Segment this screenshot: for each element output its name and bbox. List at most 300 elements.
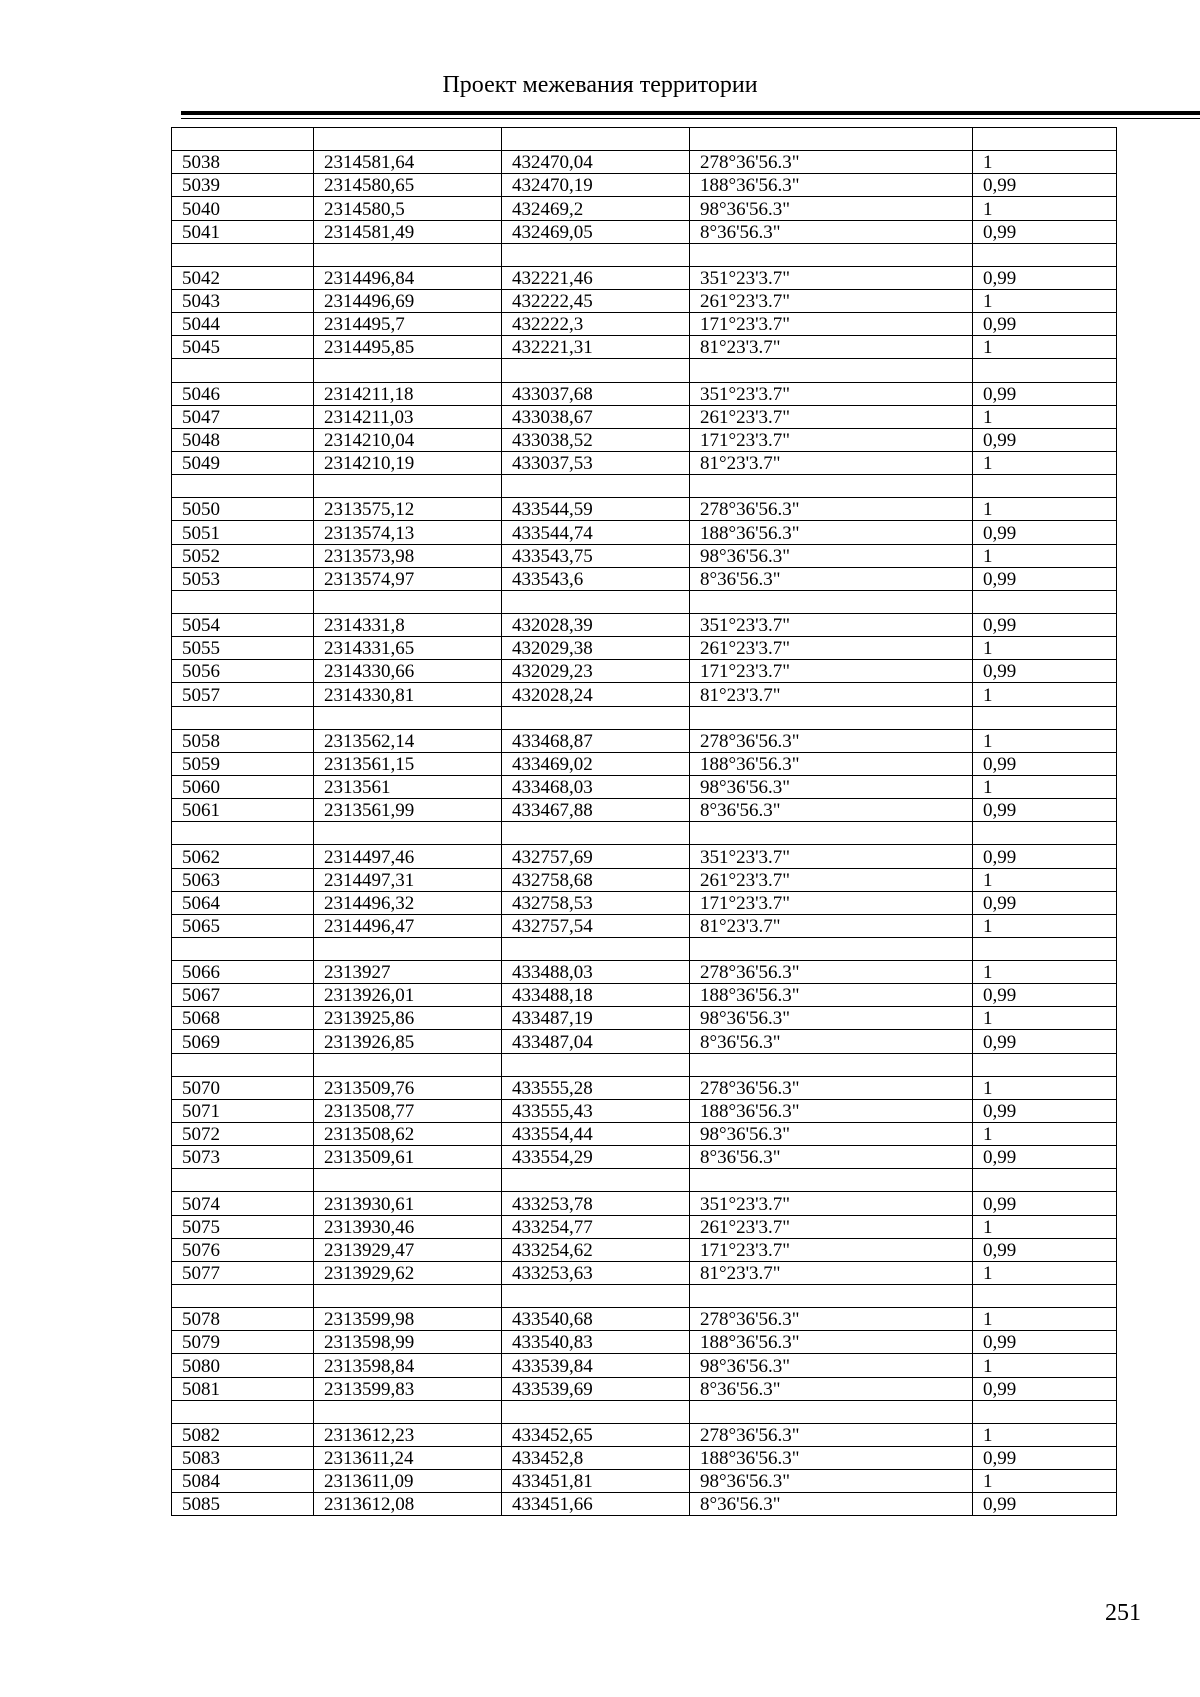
x-coordinate-cell: 2313509,76 [314, 1076, 502, 1099]
x-coordinate-cell: 2313574,13 [314, 521, 502, 544]
table-row [172, 914, 1117, 937]
distance-cell: 0,99 [973, 174, 1117, 197]
table-row [172, 382, 1117, 405]
point-number-cell: 5074 [172, 1192, 314, 1215]
y-coordinate-cell: 432028,39 [502, 613, 690, 636]
y-coordinate-cell: 433555,28 [502, 1076, 690, 1099]
separator-row [172, 359, 1117, 382]
direction-angle-cell: 188°36'56.3" [690, 1331, 973, 1354]
point-number-cell: 5065 [172, 914, 314, 937]
direction-angle-cell: 278°36'56.3" [690, 498, 973, 521]
empty-cell [172, 1400, 314, 1423]
point-number-cell: 5064 [172, 891, 314, 914]
direction-angle-cell: 81°23'3.7" [690, 451, 973, 474]
point-number-cell: 5045 [172, 336, 314, 359]
distance-cell: 1 [973, 729, 1117, 752]
y-coordinate-cell: 432757,54 [502, 914, 690, 937]
direction-angle-cell: 261°23'3.7" [690, 1215, 973, 1238]
distance-cell: 1 [973, 289, 1117, 312]
direction-angle-cell: 188°36'56.3" [690, 1447, 973, 1470]
empty-cell [690, 1400, 973, 1423]
empty-cell [690, 475, 973, 498]
direction-angle-cell: 188°36'56.3" [690, 174, 973, 197]
x-coordinate-cell: 2314581,49 [314, 220, 502, 243]
y-coordinate-cell: 432028,24 [502, 683, 690, 706]
empty-cell [314, 706, 502, 729]
separator-row [172, 706, 1117, 729]
point-number-cell: 5049 [172, 451, 314, 474]
y-coordinate-cell: 433253,78 [502, 1192, 690, 1215]
table-row [172, 775, 1117, 798]
y-coordinate-cell: 433543,75 [502, 544, 690, 567]
empty-cell [973, 1285, 1117, 1308]
y-coordinate-cell: 432029,23 [502, 660, 690, 683]
empty-cell [314, 1400, 502, 1423]
x-coordinate-cell: 2313575,12 [314, 498, 502, 521]
distance-cell: 1 [973, 1123, 1117, 1146]
table-row [172, 1007, 1117, 1030]
empty-cell [314, 590, 502, 613]
empty-cell [502, 937, 690, 960]
point-number-cell: 5040 [172, 197, 314, 220]
table-row [172, 1493, 1117, 1516]
y-coordinate-cell: 433539,84 [502, 1354, 690, 1377]
y-coordinate-cell: 433253,63 [502, 1261, 690, 1284]
x-coordinate-cell: 2313930,46 [314, 1215, 502, 1238]
table-row [172, 1192, 1117, 1215]
distance-cell: 0,99 [973, 984, 1117, 1007]
empty-cell [172, 359, 314, 382]
x-coordinate-cell: 2313612,23 [314, 1423, 502, 1446]
direction-angle-cell: 98°36'56.3" [690, 1007, 973, 1030]
coordinates-table-body [172, 128, 1117, 1516]
empty-cell [314, 1053, 502, 1076]
empty-cell [172, 590, 314, 613]
table-row [172, 313, 1117, 336]
distance-cell: 1 [973, 1354, 1117, 1377]
empty-cell [172, 475, 314, 498]
table-row [172, 1030, 1117, 1053]
empty-cell [690, 590, 973, 613]
x-coordinate-cell: 2314581,64 [314, 151, 502, 174]
x-coordinate-cell: 2313929,62 [314, 1261, 502, 1284]
x-coordinate-cell: 2314330,81 [314, 683, 502, 706]
y-coordinate-cell: 433543,6 [502, 567, 690, 590]
distance-cell: 0,99 [973, 313, 1117, 336]
point-number-cell: 5062 [172, 845, 314, 868]
direction-angle-cell: 351°23'3.7" [690, 845, 973, 868]
y-coordinate-cell: 433540,68 [502, 1308, 690, 1331]
direction-angle-cell: 171°23'3.7" [690, 1238, 973, 1261]
distance-cell: 1 [973, 197, 1117, 220]
distance-cell: 1 [973, 637, 1117, 660]
table-row [172, 151, 1117, 174]
empty-cell [502, 590, 690, 613]
distance-cell: 0,99 [973, 660, 1117, 683]
empty-cell [690, 359, 973, 382]
direction-angle-cell: 188°36'56.3" [690, 984, 973, 1007]
distance-cell: 0,99 [973, 1447, 1117, 1470]
point-number-cell: 5056 [172, 660, 314, 683]
empty-cell [502, 1053, 690, 1076]
distance-cell: 0,99 [973, 266, 1117, 289]
point-number-cell: 5080 [172, 1354, 314, 1377]
direction-angle-cell: 81°23'3.7" [690, 914, 973, 937]
point-number-cell: 5046 [172, 382, 314, 405]
point-number-cell: 5061 [172, 799, 314, 822]
y-coordinate-cell: 432757,69 [502, 845, 690, 868]
empty-cell [690, 937, 973, 960]
x-coordinate-cell: 2314210,04 [314, 428, 502, 451]
distance-cell: 0,99 [973, 752, 1117, 775]
point-number-cell: 5084 [172, 1470, 314, 1493]
coordinates-table [171, 127, 1117, 1516]
direction-angle-cell: 98°36'56.3" [690, 1354, 973, 1377]
separator-row [172, 1053, 1117, 1076]
separator-row [172, 590, 1117, 613]
empty-cell [314, 937, 502, 960]
empty-cell [502, 1169, 690, 1192]
distance-cell: 0,99 [973, 1030, 1117, 1053]
y-coordinate-cell: 432029,38 [502, 637, 690, 660]
direction-angle-cell: 261°23'3.7" [690, 868, 973, 891]
direction-angle-cell: 278°36'56.3" [690, 961, 973, 984]
direction-angle-cell: 8°36'56.3" [690, 799, 973, 822]
x-coordinate-cell: 2313509,61 [314, 1146, 502, 1169]
y-coordinate-cell: 433554,29 [502, 1146, 690, 1169]
point-number-cell: 5054 [172, 613, 314, 636]
table-row [172, 1076, 1117, 1099]
point-number-cell: 5047 [172, 405, 314, 428]
direction-angle-cell: 81°23'3.7" [690, 336, 973, 359]
table-row [172, 1308, 1117, 1331]
distance-cell: 1 [973, 151, 1117, 174]
direction-angle-cell: 8°36'56.3" [690, 1030, 973, 1053]
y-coordinate-cell: 433452,8 [502, 1447, 690, 1470]
direction-angle-cell: 98°36'56.3" [690, 197, 973, 220]
empty-cell [502, 128, 690, 151]
y-coordinate-cell: 432222,3 [502, 313, 690, 336]
table-row [172, 637, 1117, 660]
y-coordinate-cell: 433451,66 [502, 1493, 690, 1516]
distance-cell: 0,99 [973, 567, 1117, 590]
x-coordinate-cell: 2314331,8 [314, 613, 502, 636]
table-row [172, 567, 1117, 590]
table-row [172, 845, 1117, 868]
point-number-cell: 5057 [172, 683, 314, 706]
direction-angle-cell: 8°36'56.3" [690, 1377, 973, 1400]
table-row [172, 891, 1117, 914]
direction-angle-cell: 278°36'56.3" [690, 151, 973, 174]
table-row [172, 1447, 1117, 1470]
table-row [172, 1423, 1117, 1446]
distance-cell: 1 [973, 775, 1117, 798]
point-number-cell: 5077 [172, 1261, 314, 1284]
table-row [172, 1146, 1117, 1169]
distance-cell: 0,99 [973, 1493, 1117, 1516]
distance-cell: 1 [973, 544, 1117, 567]
point-number-cell: 5053 [172, 567, 314, 590]
separator-row [172, 243, 1117, 266]
separator-row [172, 1400, 1117, 1423]
point-number-cell: 5044 [172, 313, 314, 336]
y-coordinate-cell: 433037,53 [502, 451, 690, 474]
x-coordinate-cell: 2314496,69 [314, 289, 502, 312]
table-row [172, 1377, 1117, 1400]
page-header-title: Проект межевания территории [442, 72, 758, 98]
x-coordinate-cell: 2313573,98 [314, 544, 502, 567]
table-row [172, 336, 1117, 359]
y-coordinate-cell: 433451,81 [502, 1470, 690, 1493]
separator-row [172, 128, 1117, 151]
distance-cell: 1 [973, 1076, 1117, 1099]
point-number-cell: 5043 [172, 289, 314, 312]
distance-cell: 0,99 [973, 1099, 1117, 1122]
x-coordinate-cell: 2313562,14 [314, 729, 502, 752]
x-coordinate-cell: 2314495,85 [314, 336, 502, 359]
empty-cell [973, 822, 1117, 845]
point-number-cell: 5082 [172, 1423, 314, 1446]
point-number-cell: 5060 [172, 775, 314, 798]
point-number-cell: 5078 [172, 1308, 314, 1331]
direction-angle-cell: 171°23'3.7" [690, 891, 973, 914]
direction-angle-cell: 171°23'3.7" [690, 660, 973, 683]
empty-cell [973, 359, 1117, 382]
header-rule-thin [181, 118, 1200, 119]
y-coordinate-cell: 432470,04 [502, 151, 690, 174]
table-row [172, 660, 1117, 683]
y-coordinate-cell: 433540,83 [502, 1331, 690, 1354]
table-row [172, 266, 1117, 289]
y-coordinate-cell: 433467,88 [502, 799, 690, 822]
y-coordinate-cell: 433254,77 [502, 1215, 690, 1238]
distance-cell: 0,99 [973, 613, 1117, 636]
x-coordinate-cell: 2313599,83 [314, 1377, 502, 1400]
empty-cell [690, 706, 973, 729]
point-number-cell: 5075 [172, 1215, 314, 1238]
y-coordinate-cell: 433488,18 [502, 984, 690, 1007]
distance-cell: 1 [973, 1470, 1117, 1493]
empty-cell [172, 822, 314, 845]
empty-cell [502, 1400, 690, 1423]
empty-cell [314, 1169, 502, 1192]
distance-cell: 1 [973, 1007, 1117, 1030]
x-coordinate-cell: 2313930,61 [314, 1192, 502, 1215]
direction-angle-cell: 98°36'56.3" [690, 1123, 973, 1146]
direction-angle-cell: 8°36'56.3" [690, 1493, 973, 1516]
x-coordinate-cell: 2313574,97 [314, 567, 502, 590]
distance-cell: 0,99 [973, 428, 1117, 451]
direction-angle-cell: 261°23'3.7" [690, 289, 973, 312]
point-number-cell: 5051 [172, 521, 314, 544]
empty-cell [502, 706, 690, 729]
table-row [172, 1215, 1117, 1238]
empty-cell [314, 359, 502, 382]
direction-angle-cell: 278°36'56.3" [690, 1423, 973, 1446]
point-number-cell: 5059 [172, 752, 314, 775]
table-row [172, 197, 1117, 220]
point-number-cell: 5041 [172, 220, 314, 243]
table-row [172, 174, 1117, 197]
table-row [172, 984, 1117, 1007]
empty-cell [502, 475, 690, 498]
y-coordinate-cell: 432758,68 [502, 868, 690, 891]
empty-cell [973, 475, 1117, 498]
direction-angle-cell: 351°23'3.7" [690, 266, 973, 289]
point-number-cell: 5079 [172, 1331, 314, 1354]
y-coordinate-cell: 433038,67 [502, 405, 690, 428]
table-row [172, 498, 1117, 521]
y-coordinate-cell: 433544,59 [502, 498, 690, 521]
y-coordinate-cell: 433452,65 [502, 1423, 690, 1446]
direction-angle-cell: 171°23'3.7" [690, 313, 973, 336]
direction-angle-cell: 351°23'3.7" [690, 382, 973, 405]
x-coordinate-cell: 2314580,5 [314, 197, 502, 220]
point-number-cell: 5072 [172, 1123, 314, 1146]
x-coordinate-cell: 2314331,65 [314, 637, 502, 660]
y-coordinate-cell: 432470,19 [502, 174, 690, 197]
x-coordinate-cell: 2313561,15 [314, 752, 502, 775]
point-number-cell: 5069 [172, 1030, 314, 1053]
table-row [172, 1123, 1117, 1146]
direction-angle-cell: 98°36'56.3" [690, 775, 973, 798]
direction-angle-cell: 261°23'3.7" [690, 637, 973, 660]
table-row [172, 1261, 1117, 1284]
distance-cell: 1 [973, 1308, 1117, 1331]
empty-cell [502, 359, 690, 382]
empty-cell [502, 822, 690, 845]
table-row [172, 868, 1117, 891]
x-coordinate-cell: 2314210,19 [314, 451, 502, 474]
x-coordinate-cell: 2314496,47 [314, 914, 502, 937]
table-row [172, 961, 1117, 984]
point-number-cell: 5042 [172, 266, 314, 289]
distance-cell: 1 [973, 1261, 1117, 1284]
empty-cell [973, 128, 1117, 151]
distance-cell: 0,99 [973, 799, 1117, 822]
empty-cell [973, 937, 1117, 960]
table-row [172, 1354, 1117, 1377]
direction-angle-cell: 8°36'56.3" [690, 567, 973, 590]
page-number: 251 [1105, 1600, 1141, 1626]
table-row [172, 289, 1117, 312]
point-number-cell: 5067 [172, 984, 314, 1007]
distance-cell: 1 [973, 914, 1117, 937]
y-coordinate-cell: 432221,46 [502, 266, 690, 289]
y-coordinate-cell: 432469,05 [502, 220, 690, 243]
direction-angle-cell: 188°36'56.3" [690, 521, 973, 544]
table-row [172, 1099, 1117, 1122]
empty-cell [172, 243, 314, 266]
y-coordinate-cell: 433488,03 [502, 961, 690, 984]
x-coordinate-cell: 2314496,84 [314, 266, 502, 289]
empty-cell [172, 706, 314, 729]
table-row [172, 428, 1117, 451]
direction-angle-cell: 171°23'3.7" [690, 428, 973, 451]
empty-cell [172, 937, 314, 960]
y-coordinate-cell: 432222,45 [502, 289, 690, 312]
distance-cell: 1 [973, 336, 1117, 359]
direction-angle-cell: 98°36'56.3" [690, 544, 973, 567]
point-number-cell: 5085 [172, 1493, 314, 1516]
table-row [172, 521, 1117, 544]
empty-cell [690, 1169, 973, 1192]
x-coordinate-cell: 2313598,99 [314, 1331, 502, 1354]
empty-cell [690, 128, 973, 151]
point-number-cell: 5038 [172, 151, 314, 174]
distance-cell: 0,99 [973, 1238, 1117, 1261]
direction-angle-cell: 81°23'3.7" [690, 683, 973, 706]
x-coordinate-cell: 2314495,7 [314, 313, 502, 336]
header-rule-thick [181, 111, 1200, 115]
direction-angle-cell: 278°36'56.3" [690, 729, 973, 752]
x-coordinate-cell: 2313598,84 [314, 1354, 502, 1377]
point-number-cell: 5081 [172, 1377, 314, 1400]
distance-cell: 1 [973, 1423, 1117, 1446]
x-coordinate-cell: 2313926,85 [314, 1030, 502, 1053]
distance-cell: 1 [973, 1215, 1117, 1238]
distance-cell: 1 [973, 961, 1117, 984]
y-coordinate-cell: 433468,87 [502, 729, 690, 752]
x-coordinate-cell: 2314497,46 [314, 845, 502, 868]
distance-cell: 0,99 [973, 382, 1117, 405]
point-number-cell: 5068 [172, 1007, 314, 1030]
empty-cell [314, 475, 502, 498]
empty-cell [172, 1285, 314, 1308]
x-coordinate-cell: 2313612,08 [314, 1493, 502, 1516]
point-number-cell: 5073 [172, 1146, 314, 1169]
table-row [172, 544, 1117, 567]
distance-cell: 1 [973, 451, 1117, 474]
y-coordinate-cell: 433254,62 [502, 1238, 690, 1261]
x-coordinate-cell: 2313611,09 [314, 1470, 502, 1493]
point-number-cell: 5058 [172, 729, 314, 752]
x-coordinate-cell: 2313611,24 [314, 1447, 502, 1470]
x-coordinate-cell: 2313599,98 [314, 1308, 502, 1331]
distance-cell: 0,99 [973, 1377, 1117, 1400]
distance-cell: 0,99 [973, 1331, 1117, 1354]
table-row [172, 220, 1117, 243]
empty-cell [172, 128, 314, 151]
y-coordinate-cell: 433554,44 [502, 1123, 690, 1146]
x-coordinate-cell: 2313508,62 [314, 1123, 502, 1146]
point-number-cell: 5076 [172, 1238, 314, 1261]
y-coordinate-cell: 433555,43 [502, 1099, 690, 1122]
empty-cell [690, 822, 973, 845]
empty-cell [690, 1285, 973, 1308]
y-coordinate-cell: 433539,69 [502, 1377, 690, 1400]
direction-angle-cell: 188°36'56.3" [690, 752, 973, 775]
x-coordinate-cell: 2313925,86 [314, 1007, 502, 1030]
x-coordinate-cell: 2313926,01 [314, 984, 502, 1007]
empty-cell [314, 1285, 502, 1308]
empty-cell [314, 128, 502, 151]
x-coordinate-cell: 2314496,32 [314, 891, 502, 914]
distance-cell: 0,99 [973, 1192, 1117, 1215]
distance-cell: 0,99 [973, 220, 1117, 243]
direction-angle-cell: 8°36'56.3" [690, 220, 973, 243]
x-coordinate-cell: 2314497,31 [314, 868, 502, 891]
empty-cell [172, 1053, 314, 1076]
point-number-cell: 5083 [172, 1447, 314, 1470]
point-number-cell: 5048 [172, 428, 314, 451]
distance-cell: 1 [973, 405, 1117, 428]
empty-cell [314, 822, 502, 845]
separator-row [172, 1285, 1117, 1308]
table-row [172, 1238, 1117, 1261]
empty-cell [502, 1285, 690, 1308]
distance-cell: 1 [973, 498, 1117, 521]
